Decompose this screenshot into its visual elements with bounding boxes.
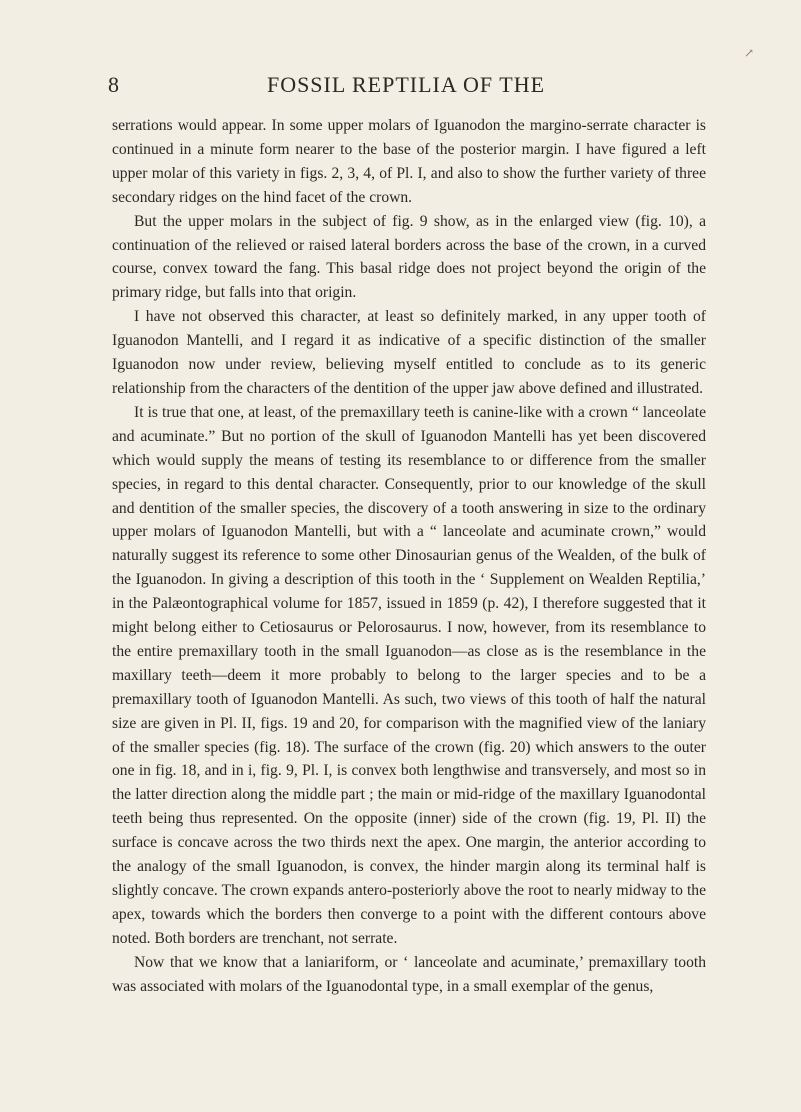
paragraph: I have not observed this character, at least so definitely marked, in any upper tooth of Iguanodon Mantelli, and I regard it as indicative of a specific distinction of the smaller Iguanodon now under review, believing myself entitled to conclude as to its generic relationship from the characters of the dentition of the upper jaw above defined and illustrated. bbox=[112, 308, 706, 397]
paragraph: Now that we know that a laniariform, or ‘ lanceolate and acuminate,’ premaxillary tooth was associated with molars of the Iguanodontal type, in a small exemplar of the genus, bbox=[112, 953, 706, 995]
page-header bbox=[108, 72, 704, 100]
paragraph: But the upper molars in the subject of fig. 9 show, as in the enlarged view (fig. 10), a continuation of the relieved or raised lateral borders across the base of the crown, in a curved course, convex toward the fang. This basal ridge does not project beyond the origin of the primary ridge, but falls into that origin. bbox=[112, 212, 706, 302]
scan-corner-mark: ↗ bbox=[743, 46, 754, 60]
paragraph: serrations would appear. In some upper molars of Iguanodon the margino-serrate character is continued in a minute form nearer to the base of the posterior margin. I have figured a left upper molar of this variety in figs. 2, 3, 4, of Pl. I, and also to show the further variety of three secondary ridges on the hind facet of the crown. bbox=[112, 117, 706, 206]
page-number: 8 bbox=[108, 72, 120, 97]
running-title: FOSSIL REPTILIA OF THE bbox=[266, 72, 546, 97]
body-text bbox=[112, 114, 706, 999]
paragraph: It is true that one, at least, of the premaxillary teeth is canine-like with a crown “ lanceolate and acuminate.” But no portion of the skull of Iguanodon Mantelli has yet been discovered which would supply the means of testing its resemblance to or difference from the smaller species, in regard to this dental character. Consequently, prior to our knowledge of the skull and dentition of the smaller species, the discovery of a tooth answering in size to the ordinary upper molars of Iguanodon Mantelli, but with a “ lanceolate and acuminate crown,” would naturally suggest its reference to some other Dinosaurian genus of the Wealden, of the bulk of the Iguanodon. In giving a description of this tooth in the ‘ Supplement on Wealden Reptilia,’ in the Palæontographical volume for 1857, issued in 1859 (p. 42), I therefore suggested that it might belong either to Cetiosaurus or Pelorosaurus. I now, however, from its resemblance to the entire premaxillary tooth in the small Iguanodon—as close as is the resemblance in the maxillary teeth—deem it more probably to belong to the larger species and to be a premaxillary tooth of Iguanodon Mantelli. As such, two views of this tooth of half the natural size are given in Pl. II, figs. 19 and 20, for comparison with the magnified view of the laniary of the smaller species (fig. 18). The surface of the crown (fig. 20) which answers to the outer one in fig. 18, and in i, fig. 9, Pl. I, is convex both lengthwise and transversely, and most so in the latter direction along the middle part ; the main or mid-ridge of the maxillary Iguanodontal teeth being thus represented. On the opposite (inner) side of the crown (fig. 19, Pl. II) the surface is concave across the two thirds next the apex. One margin, the anterior according to the analogy of the small Iguanodon, is convex, the hinder margin along its terminal half is slightly concave. The crown expands antero-posteriorly above the root to nearly midway to the apex, towards which the borders then converge to a point with the different contours above noted. Both borders are trenchant, not serrate. bbox=[112, 403, 706, 947]
